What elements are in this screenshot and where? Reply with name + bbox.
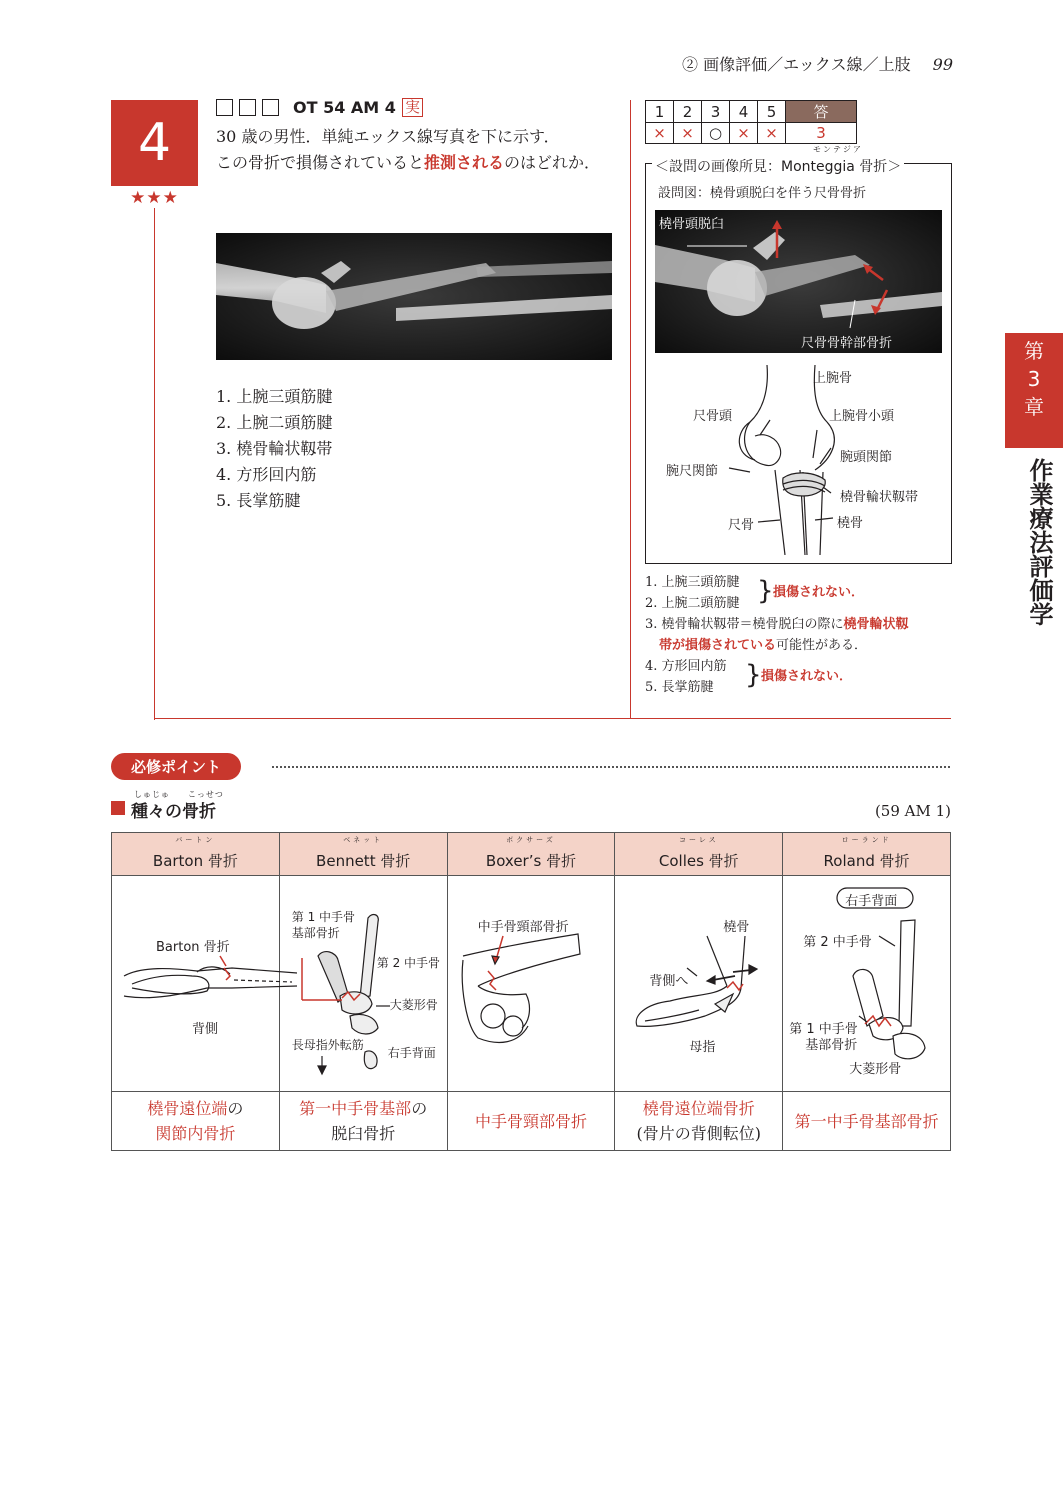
figure-label: 母指 (689, 1040, 716, 1055)
figure-label: 背側 (192, 1022, 219, 1037)
figure-label: 右手背面 (387, 1046, 436, 1060)
elbow-diagram (655, 360, 942, 555)
explanation-text: 可能性がある． (776, 638, 868, 653)
fracture-name: Bennett 骨折 (316, 852, 411, 870)
question-text-part: のはどれか． (504, 153, 601, 172)
explanation-line: 2. 上腕二頭筋腱 (645, 596, 740, 611)
result-line: (骨片の背側転位) (636, 1124, 762, 1143)
explanation-line: 1. 上腕三頭筋腱 (645, 575, 740, 590)
figure-label: 第 1 中手骨 (789, 1022, 858, 1037)
result-highlight: 第一中手骨基部骨折 (794, 1111, 939, 1131)
fracture-figure (112, 876, 280, 1092)
answer-value: 3 (786, 123, 857, 144)
question-line (216, 150, 626, 176)
answer-col: 4 (730, 101, 758, 123)
question-header (216, 98, 423, 117)
question-text (216, 124, 626, 176)
highlight-text: 推測される (424, 153, 505, 172)
brace: } (757, 576, 774, 606)
xray-image (216, 233, 612, 360)
fracture-name: Barton 骨折 (152, 852, 238, 870)
section-title: ② 画像評価／エックス線／上肢 (682, 55, 911, 74)
figure-label: 第 2 中手骨 (376, 956, 441, 970)
answer-mark: × (758, 123, 786, 144)
divider (630, 100, 631, 718)
figure-label: 大菱形骨 (389, 998, 438, 1012)
chapter-title-vertical: 作業療法評価学 (1025, 458, 1053, 626)
answer-col: 3 (702, 101, 730, 123)
divider (154, 718, 951, 719)
xray-label: 橈骨頭脱臼 (659, 217, 725, 232)
diagram-label: 尺骨頭 (693, 409, 733, 424)
diagram-label: 橈骨輪状靱帯 (840, 490, 919, 505)
figure-label: 背側へ (649, 974, 689, 989)
explanation-group (645, 656, 955, 698)
diagram-label: 上腕骨小頭 (829, 409, 895, 424)
fracture-result (447, 1092, 615, 1151)
choice-item[interactable]: 3. 橈骨輪状靱帯 (216, 439, 333, 458)
fracture-figure (783, 876, 951, 1092)
fracture-header (615, 833, 783, 876)
choice-item[interactable]: 1. 上腕三頭筋腱 (216, 387, 333, 406)
difficulty-stars: ★★★ (130, 188, 179, 208)
question-number: 4 (111, 100, 198, 186)
fracture-result (783, 1092, 951, 1151)
question-code: OT 54 AM 4 (293, 98, 396, 117)
running-header (682, 52, 953, 75)
result-highlight: 橈骨遠位端 (147, 1099, 228, 1118)
explanation-line: 5. 長掌筋腱 (645, 680, 714, 695)
brace: } (745, 660, 762, 690)
section-marker (111, 801, 125, 815)
figure-label: 基部骨折 (291, 926, 340, 940)
result-highlight: 関節内骨折 (155, 1124, 236, 1143)
result-highlight: 橈骨遠位端骨折 (642, 1099, 755, 1118)
fracture-header (783, 833, 951, 876)
question-text-part: この骨折で損傷されていると (216, 153, 425, 172)
fracture-result (615, 1092, 783, 1151)
fracture-name: Roland 骨折 (823, 852, 910, 870)
result-line: 脱臼骨折 (331, 1124, 396, 1143)
ruby: ボクサーズ (506, 836, 556, 844)
check-box[interactable] (239, 99, 256, 116)
diagram-label: 上腕骨 (813, 371, 853, 386)
explanation-line: 4. 方形回内筋 (645, 659, 727, 674)
fracture-figure (447, 876, 615, 1092)
fracture-name: Boxer’s 骨折 (485, 852, 577, 870)
fracture-name: Colles 骨折 (658, 852, 739, 870)
diagram-label: 尺骨 (728, 518, 755, 533)
finding-title: ＜設問の画像所見：Monteggia 骨折＞ (652, 156, 904, 176)
explanation-line (645, 614, 955, 635)
check-box[interactable] (216, 99, 233, 116)
explanation-text: 3. 橈骨輪状靱帯＝橈骨脱臼の際に (645, 617, 844, 632)
fracture-header (112, 833, 280, 876)
explanation-line (645, 635, 955, 656)
fracture-table (111, 832, 951, 1151)
figure-label: 長母指外転筋 (291, 1038, 364, 1052)
xray-label: 尺骨骨幹部骨折 (801, 336, 893, 351)
figure-label: Barton 骨折 (156, 940, 230, 955)
check-box[interactable] (262, 99, 279, 116)
divider (154, 208, 155, 720)
answer-mark: × (646, 123, 674, 144)
answer-mark: × (674, 123, 702, 144)
diagram-label: 腕尺関節 (666, 464, 719, 479)
choice-item[interactable]: 5. 長掌筋腱 (216, 491, 301, 510)
explanation-group (645, 572, 955, 614)
chapter-tab-text: 第 (1024, 339, 1044, 363)
result-text: の (227, 1099, 244, 1118)
must-point-label: 必修ポイント (111, 753, 241, 780)
result-line (280, 1096, 447, 1121)
answer-head: 答 (786, 101, 857, 123)
fracture-figure (615, 876, 783, 1092)
ruby: しゅじゅ こっせつ (134, 790, 224, 799)
answer-col: 5 (758, 101, 786, 123)
explanation-note: 損傷されない． (761, 669, 853, 684)
result-text: の (411, 1099, 428, 1118)
chapter-tab-text: 章 (1024, 395, 1044, 419)
ruby: コーレス (678, 836, 719, 844)
figure-label: 第 2 中手骨 (803, 935, 872, 950)
fracture-header (447, 833, 615, 876)
answer-col: 1 (646, 101, 674, 123)
explanation-highlight: 帯が損傷されている (659, 638, 777, 653)
source-ref: (59 AM 1) (874, 802, 951, 820)
answer-grid (645, 100, 857, 144)
diagram-label: 腕頭関節 (840, 450, 893, 465)
finding-caption: 設問図：橈骨頭脱臼を伴う尺骨骨折 (658, 186, 867, 201)
question-line: 30 歳の男性．単純エックス線写真を下に示す． (216, 127, 560, 146)
fracture-header (279, 833, 447, 876)
explanation-note: 損傷されない． (773, 585, 865, 600)
figure-label: 中手骨頸部骨折 (477, 920, 569, 935)
figure-label: 第 1 中手骨 (291, 910, 356, 924)
fracture-figure (279, 876, 447, 1092)
figure-label: 基部骨折 (805, 1038, 858, 1053)
practical-tag: 実 (402, 98, 423, 117)
result-line (112, 1096, 279, 1121)
answer-mark: × (730, 123, 758, 144)
ruby: モンテジア (813, 145, 863, 154)
section-heading: 種々の骨折 (131, 802, 216, 822)
answer-mark: ○ (702, 123, 730, 144)
answer-col: 2 (674, 101, 702, 123)
figure-label: 右手背面 (845, 894, 898, 909)
chapter-tab[interactable] (1005, 333, 1063, 448)
ruby: バートン (175, 836, 216, 844)
ruby: ローランド (841, 836, 892, 844)
fracture-result (279, 1092, 447, 1151)
diagram-label: 橈骨 (837, 516, 864, 531)
dotted-rule (272, 766, 950, 768)
fracture-result (112, 1092, 280, 1151)
figure-label: 大菱形骨 (849, 1062, 902, 1077)
ruby: ベネット (343, 836, 384, 844)
explanation-highlight: 橈骨輪状靱 (843, 617, 909, 632)
result-highlight: 第一中手骨基部 (299, 1099, 412, 1118)
result-line (112, 1121, 279, 1146)
result-highlight: 中手骨頸部骨折 (474, 1111, 587, 1131)
explanation (645, 572, 955, 698)
choice-item[interactable]: 2. 上腕二頭筋腱 (216, 413, 333, 432)
figure-label: 橈骨 (723, 920, 750, 935)
page-number: 99 (932, 55, 953, 74)
choice-item[interactable]: 4. 方形回内筋 (216, 465, 317, 484)
choice-list (216, 384, 332, 514)
chapter-tab-text: 3 (1027, 367, 1041, 391)
